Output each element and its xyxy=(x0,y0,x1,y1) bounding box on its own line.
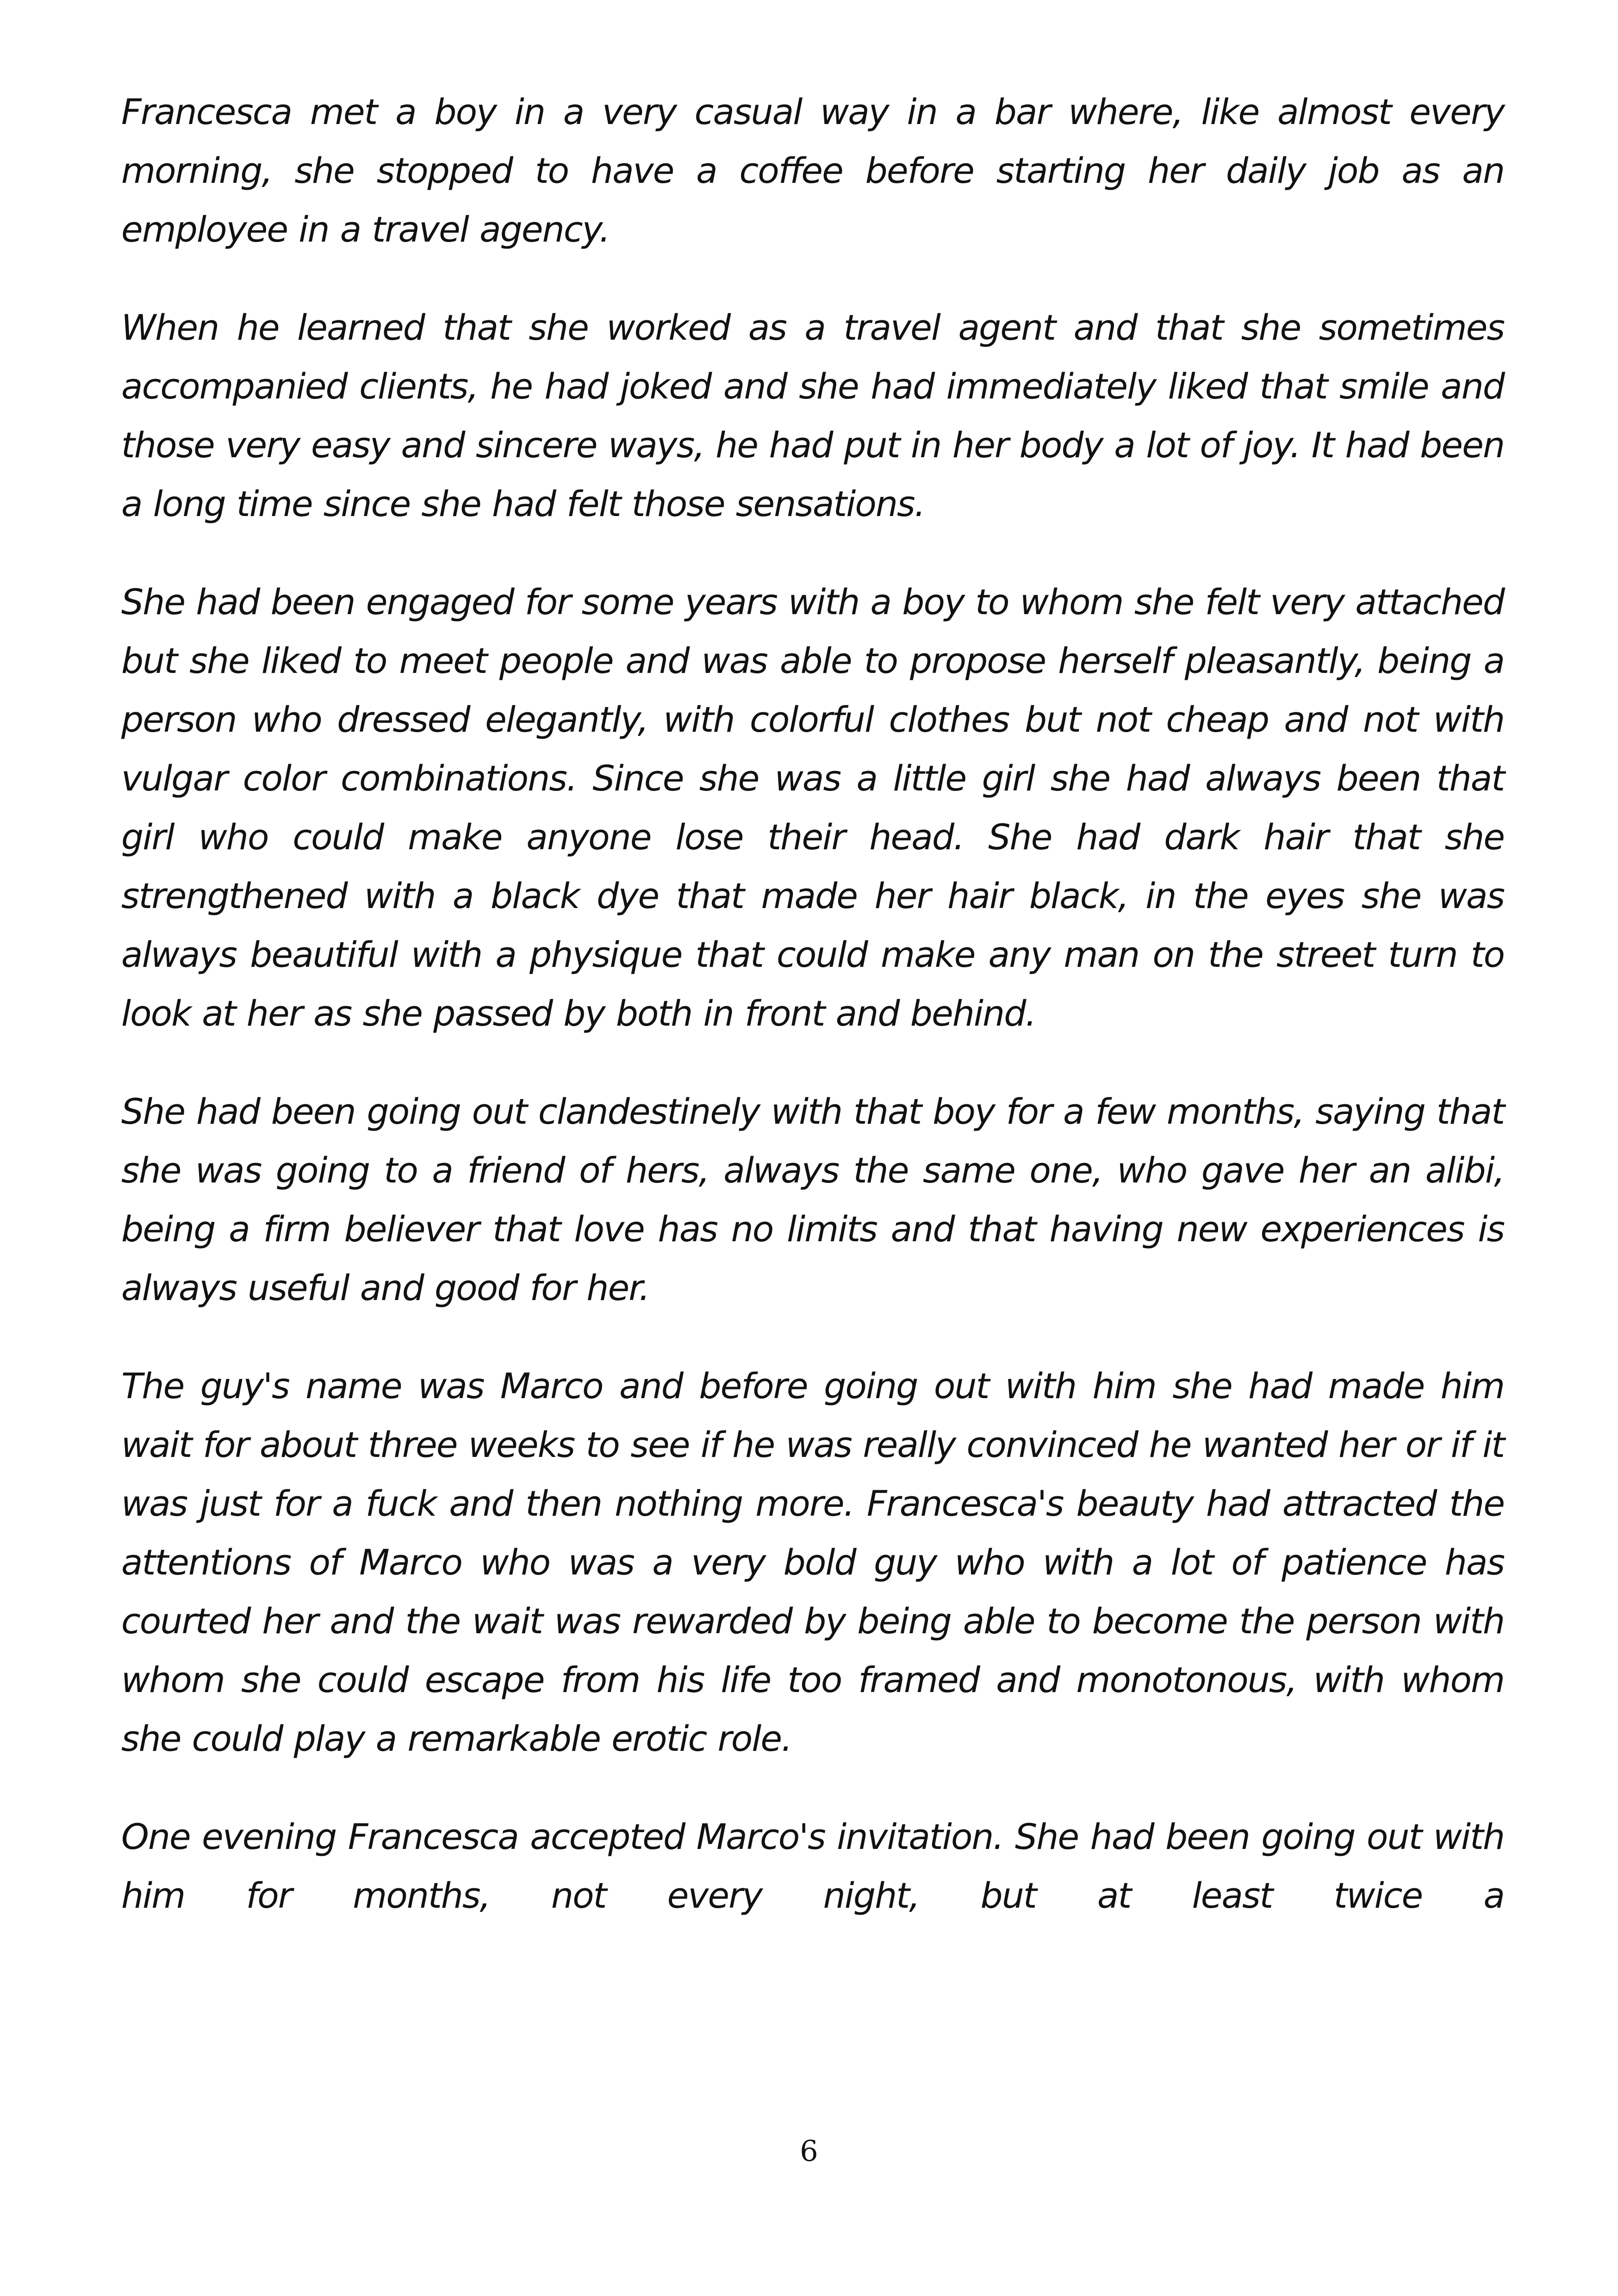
paragraph-2: When he learned that she worked as a travel agent and that she sometimes accompanied clients, he had joked and she had immediately liked that smile and those very easy and sincere ways, he had put in her body a lot of joy. It had been a long time since she had felt those sensations. xyxy=(121,307,1504,524)
paragraph-3: She had been engaged for some years with a boy to whom she felt very attached but she liked to meet people and was able to propose herself pleasantly, being a person who dressed elegantly, with colorful clothes but not cheap and not with vulgar color combinations. Since she was a little girl she had always been that girl who could make anyone lose their head. She had dark hair that she strengthened with a black dye that made her hair black, in the eyes she was always beautiful with a physique that could make any man on the street turn to look at her as she passed by both in front and behind. xyxy=(121,581,1504,1034)
paragraph-1: Francesca met a boy in a very casual way in a bar where, like almost every morning, she stopped to have a coffee before starting her daily job as an employee in a travel agency. xyxy=(121,91,1504,250)
paragraph-4: She had been going out clandestinely with that boy for a few months, saying that she was going to a friend of hers, always the same one, who gave her an alibi, being a firm believer that love has no limits and that having new experiences is always useful and good for her. xyxy=(121,1091,1504,1308)
paragraph-5: The guy's name was Marco and before going out with him she had made him wait for about three weeks to see if he was really convinced he wanted her or if it was just for a fuck and then nothing more. Francesca's beauty had attracted the attentions of Marco who was a very bold guy who with a lot of patience has courted her and the wait was rewarded by being able to become the person with whom she could escape from his life too framed and monotonous, with whom she could play a remarkable erotic role. xyxy=(121,1365,1504,1759)
page-number: 6 xyxy=(800,2134,818,2168)
body-text xyxy=(121,82,1504,1925)
paragraph-6: One evening Francesca accepted Marco's invitation. She had been going out with him for months, not every night, but at least twice a xyxy=(121,1816,1504,1916)
